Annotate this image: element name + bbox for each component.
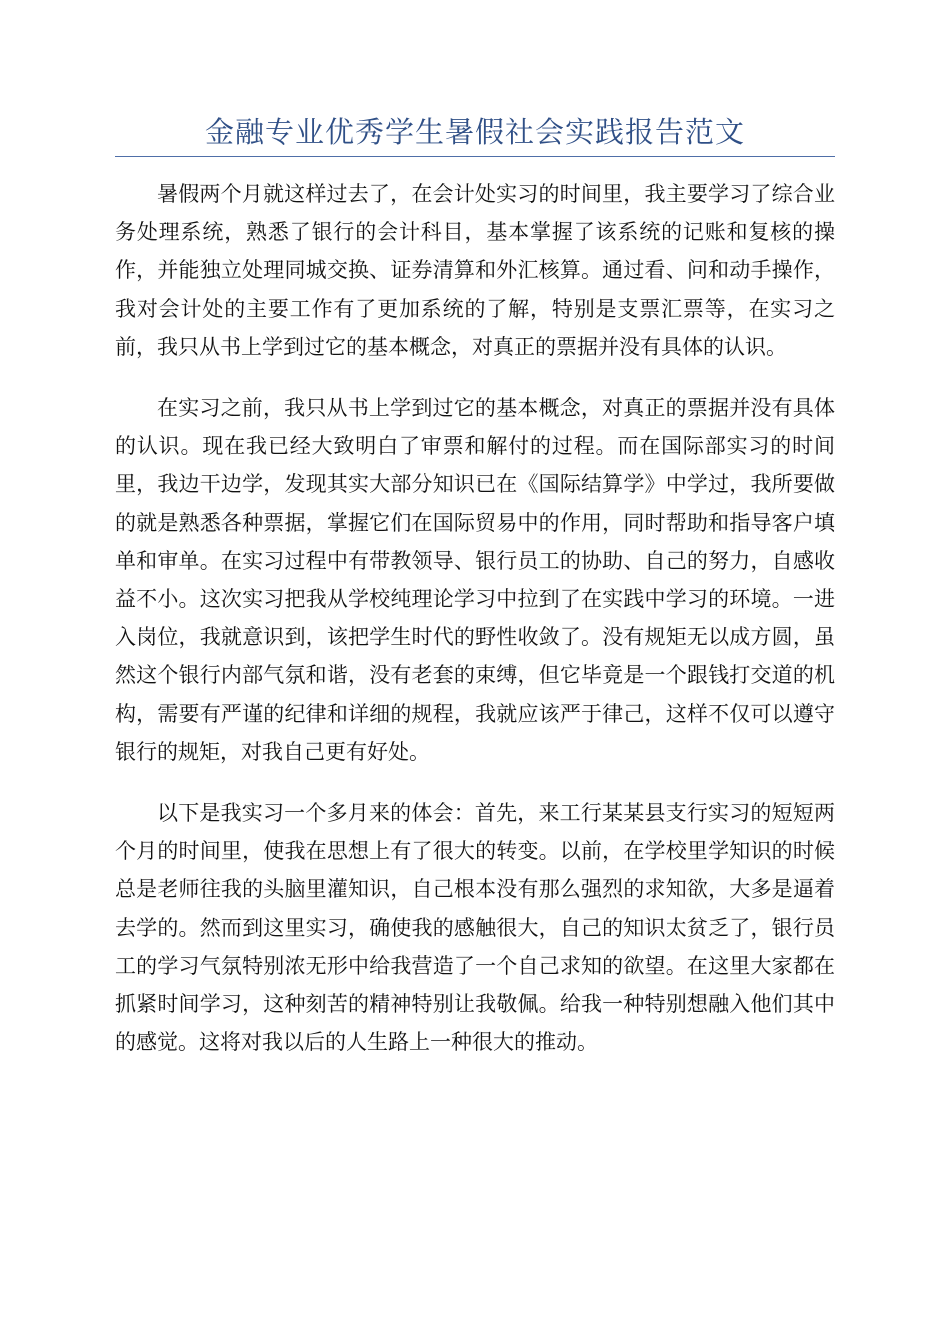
document-title: 金融专业优秀学生暑假社会实践报告范文 — [204, 115, 745, 149]
title-block — [115, 112, 835, 157]
paragraph-1: 暑假两个月就这样过去了，在会计处实习的时间里，我主要学习了综合业务处理系统，熟悉了银行的会计科目，基本掌握了该系统的记账和复核的操作，并能独立处理同城交换、证券清算和外汇核算。通过看、问和动手操作，我对会计处的主要工作有了更加系统的了解，特别是支票汇票等，在实习之前，我只从书上学到过它的基本概念，对真正的票据并没有具体的认识。 — [115, 182, 835, 359]
document-body — [115, 175, 835, 1084]
paragraph-3: 以下是我实习一个多月来的体会：首先，来工行某某县支行实习的短短两个月的时间里，使我在思想上有了很大的转变。以前，在学校里学知识的时候总是老师往我的头脑里灌知识，自己根本没有那么强烈的求知欲，大多是逼着去学的。然而到这里实习，确使我的感触很大，自己的知识太贫乏了，银行员工的学习气氛特别浓无形中给我营造了一个自己求知的欲望。在这里大家都在抓紧时间学习，这种刻苦的精神特别让我敬佩。给我一种特别想融入他们其中的感觉。这将对我以后的人生路上一种很大的推动。 — [115, 801, 835, 1055]
paragraph-2: 在实习之前，我只从书上学到过它的基本概念，对真正的票据并没有具体的认识。现在我已经大致明白了审票和解付的过程。而在国际部实习的时间里，我边干边学，发现其实大部分知识已在《国际结算学》中学过，我所要做的就是熟悉各种票据，掌握它们在国际贸易中的作用，同时帮助和指导客户填单和审单。在实习过程中有带教领导、银行员工的协助、自己的努力，自感收益不小。这次实习把我从学校纯理论学习中拉到了在实践中学习的环境。一进入岗位，我就意识到，该把学生时代的野性收敛了。没有规矩无以成方圆，虽然这个银行内部气氛和谐，没有老套的束缚，但它毕竟是一个跟钱打交道的机构，需要有严谨的纪律和详细的规程，我就应该严于律己，这样不仅可以遵守银行的规矩，对我自己更有好处。 — [115, 396, 835, 764]
